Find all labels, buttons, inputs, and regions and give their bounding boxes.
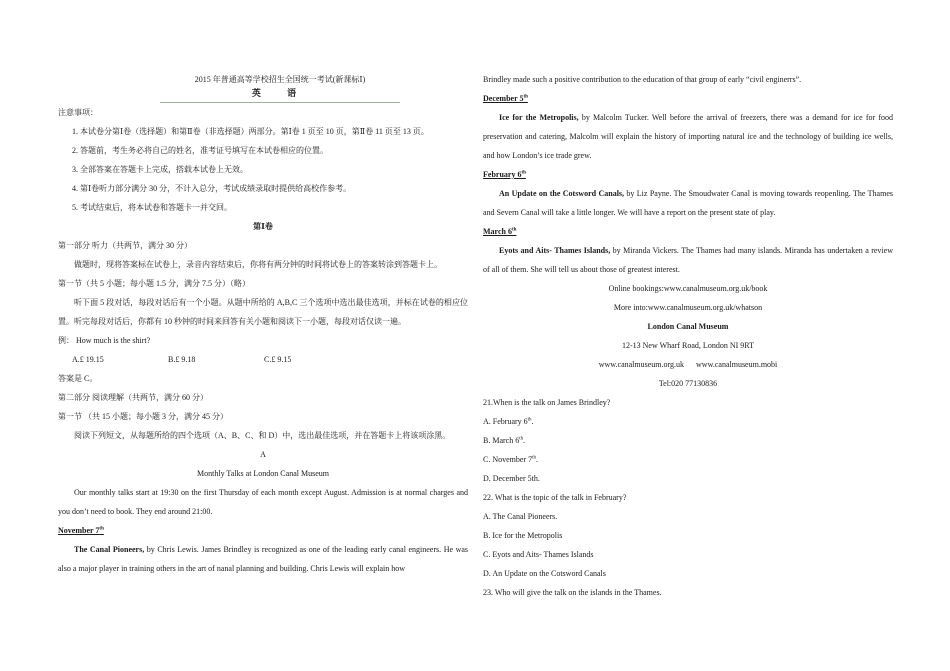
part2-description: 阅读下列短文，从每题所给的四个选项（A、B、C、和 D）中，选出最佳选项，并在答题卡上将该项涂黑。 [74,431,451,440]
museum-address: 12-13 New Wharf Road, London NI 9RT [621,341,754,350]
part2-heading: 第二部分 阅读理解（共两节，满分 60 分） [58,393,208,402]
question-option: C. Eyots and Aits- Thames Islands [483,550,594,559]
talk-date: December 5th [483,94,528,103]
example-answer: 答案是 C。 [58,374,98,383]
volume-heading: 第Ⅰ卷 [253,222,273,231]
question-option: C. November 7th. [483,455,538,464]
part2-section-heading: 第一节 （共 15 小题；每小题 3 分，满分 45 分） [58,412,228,421]
museum-websites: www.canalmuseum.org.uk www.canalmuseum.mobi [598,360,778,369]
talk-description: The Canal Pioneers, by Chris Lewis. James Brindley is recognized as one of the leading early canal engineers. He was also a major player in training others in the art of nanal planning and building. Chris Lewis will explain how [58,545,469,573]
question-23: 23. Who will give the talk on the islands in the Thames. [483,588,662,597]
more-info: More into:www.canalmuseum.org.uk/whatson [613,303,763,312]
example-option: C.£ 9.15 [264,355,292,364]
part1-heading: 第一部分 听力（共两节，满分 30 分） [58,241,192,250]
notice-item: 4. 第Ⅰ卷听力部分满分 30 分，不计入总分，考试成绩录取时提供给高校作参考。 [72,184,352,193]
question-21: 21.When is the talk on James Brindley? [483,398,611,407]
talk-date: November 7th [58,526,104,535]
left-column [58,70,468,578]
question-option: B. March 6th. [483,436,526,445]
question-option: D. An Update on the Cotsword Canals [483,569,606,578]
notice-item: 3. 全部答案在答题卡上完成，搭载本试卷上无效。 [72,165,248,174]
question-option: A. February 6th. [483,417,534,426]
example-option: B.£ 9.18 [168,355,196,364]
museum-phone: Tel:020 77130836 [658,379,718,388]
question-option: B. Ice for the Metropolis [483,531,563,540]
example-option: A.£ 19.15 [72,355,104,364]
question-option: A. The Canal Pioneers. [483,512,558,521]
example-options [58,350,468,369]
section1-description: 听下面 5 段对话，每段对话后有一个小题。从题中所给的 A,B,C 三个选项中选出最佳选项，并标在试卷的相应位置。听完每段对话后，你都有 10 秒钟的时间来回答有关小题和阅读下一小题，每段对话仅读一遍。 [58,298,468,326]
passage-letter: A [260,450,266,459]
passage-intro: Our monthly talks start at 19:30 on the first Thursday of each month except August. Admission is at normal charges and you don’t need to book. They end around 21:00. [58,488,468,516]
talk-continuation: Brindley made such a positive contribution to the education of that group of early “civil enginerrs”. [483,75,802,84]
example-question: 例： How much is the shirt? [58,336,151,345]
section1-heading: 第一节（共 5 小题；每小题 1.5 分，满分 7.5 分）（略） [58,279,250,288]
notice-item: 2. 答题前，考生务必将自己的姓名，准考证号填写在本试卷相应的位置。 [72,146,328,155]
talk-description: An Update on the Cotsword Canals, by Liz Payne. The Smoudwater Canal is moving towards reopenling. The Thames and Severn Canal will take a little longer. We will have a report on the present state of play. [483,189,893,217]
question-option: D. December 5th. [483,474,540,483]
passage-title: Monthly Talks at London Canal Museum [197,469,329,478]
right-column [483,70,893,602]
exam-title: 2015 年普通高等学校招生全国统一考试(新课标Ⅰ) [194,75,366,84]
talk-description: Ice for the Metropolis, by Malcolm Tucker. Well before the arrival of freezers, there was a demand for ice for food preservation and catering, Malcolm will explain the history of importing natural ice and the technology of building ice wells, and how London’s ice trade grew. [483,113,893,160]
exam-subject: 英 语 [160,86,400,103]
talk-description: Eyots and Aits- Thames Islands, by Miranda Vickers. The Thames had many islands. Miranda has undertaken a review of all of them. She will tell us about those of greatest interest. [483,246,893,274]
part1-description: 做题时，现将答案标在试卷上，录音内容结束后，你将有两分钟的时间将试卷上的答案转涂到答题卡上。 [74,260,442,269]
question-22: 22. What is the topic of the talk in February? [483,493,627,502]
talk-date: March 6th [483,227,517,236]
notice-heading: 注意事项： [58,108,98,117]
notice-item: 1. 本试卷分第Ⅰ卷（选择题）和第Ⅱ卷（非选择题）两部分。第Ⅰ卷 1 页至 10 页，第Ⅱ卷 11 页至 13 页。 [72,127,429,136]
museum-name: London Canal Museum [647,322,729,331]
talk-date: February 6th [483,170,526,179]
online-bookings: Online bookings:www.canalmuseum.org.uk/book [608,284,768,293]
notice-item: 5. 考试结束后，将本试卷和答题卡一并交回。 [72,203,232,212]
